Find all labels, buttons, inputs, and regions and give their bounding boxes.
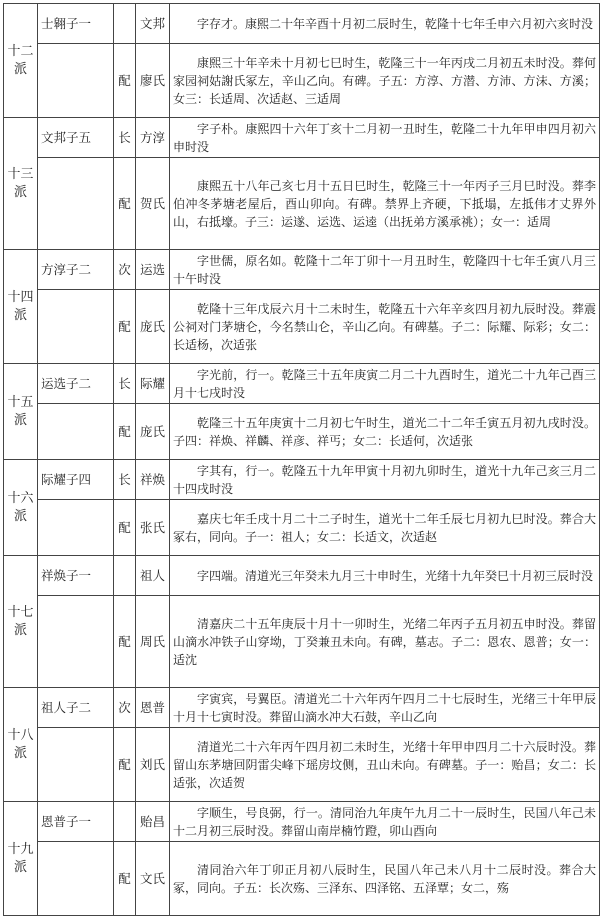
spouse-name: 庞氏 [136,290,170,364]
person-biography: 字子朴。康熙四十六年丁亥十二月初一丑时生，乾隆二十九年甲申四月初六申时没 [170,118,600,158]
spouse-row [4,500,600,556]
parent-relation: 方淳子二 [38,250,114,290]
person-row [4,802,600,842]
spouse-parent-cell [38,290,114,364]
spouse-biography: 清嘉庆二十五年庚辰十月十一卯时生，光绪二年丙子五月初五申时没。葬留山滴水冲铁子山穿坳，丁癸兼丑未向。有碑，墓志。子二：恩农、恩普；女一：适沈 [170,596,600,688]
birth-order: 长 [114,364,136,404]
spouse-row [4,158,600,250]
spouse-biography: 乾隆十三年戊辰六月十二未时生，乾隆五十六年辛亥四月初九辰时没。葬震公祠对门茅塘仑，今名禁山仑，辛山乙向。有碑墓。子二：际耀、际彩；女二：长适杨，次适张 [170,290,600,364]
spouse-name: 刘氏 [136,728,170,802]
generation-label: 十七派 [4,556,38,688]
birth-order: 长 [114,460,136,500]
spouse-marker: 配 [114,44,136,118]
person-name: 方淳 [136,118,170,158]
parent-relation: 祖人子二 [38,688,114,728]
genealogy-body [4,4,600,916]
spouse-marker: 配 [114,596,136,688]
spouse-name: 张氏 [136,500,170,556]
birth-order [114,802,136,842]
birth-order [114,4,136,44]
spouse-name: 庞氏 [136,404,170,460]
spouse-parent-cell [38,158,114,250]
spouse-row [4,842,600,916]
spouse-biography: 康熙五十八年己亥七月十五日巳时生，乾隆三十一年丙子三月巳时没。葬李伯冲冬茅塘老屋后，酉山卯向。有碑。禁界上齐硬，下抵塌，左抵伟才丈界外山，右抵壕。子三：运遂、运选、运逵（出抚弟方溪承祧）；女一：适周 [170,158,600,250]
spouse-parent-cell [38,596,114,688]
person-biography: 字光前，行一。乾隆三十五年庚寅二月二十九酉时生，道光二十九年己酉三月十七戌时没 [170,364,600,404]
person-name: 祥焕 [136,460,170,500]
generation-label: 十三派 [4,118,38,250]
spouse-name: 文氏 [136,842,170,916]
spouse-marker: 配 [114,404,136,460]
birth-order: 长 [114,118,136,158]
spouse-row [4,44,600,118]
spouse-marker: 配 [114,500,136,556]
generation-label: 十九派 [4,802,38,916]
parent-relation: 际耀子四 [38,460,114,500]
person-row [4,364,600,404]
spouse-parent-cell [38,500,114,556]
person-row [4,250,600,290]
spouse-parent-cell [38,44,114,118]
spouse-marker: 配 [114,728,136,802]
spouse-row [4,728,600,802]
person-row [4,556,600,596]
person-biography: 字存才。康熙二十年辛酉十月初二辰时生，乾隆十七年壬申六月初六亥时没 [170,4,600,44]
generation-label: 十八派 [4,688,38,802]
spouse-name: 贺氏 [136,158,170,250]
spouse-parent-cell [38,842,114,916]
generation-label: 十二派 [4,4,38,118]
spouse-biography: 康熙三十年辛未十月初七巳时生，乾隆三十一年丙戌二月初五未时没。葬何家园祠姑謝氏冢左，辛山乙向。有碑。子五：方淳、方潜、方沛、方沫、方溪；女三：长适周、次适赵、三适周 [170,44,600,118]
parent-relation: 士翱子一 [38,4,114,44]
spouse-marker: 配 [114,158,136,250]
parent-relation: 运选子二 [38,364,114,404]
person-name: 际耀 [136,364,170,404]
spouse-parent-cell [38,728,114,802]
spouse-biography: 清道光二十六年丙午四月初二未时生，光绪十年甲申四月二十六辰时没。葬留山东茅塘回阴雷尖峰下瑶房坟侧，丑山未向。有碑墓。子一：贻昌；女二：长适张，次适贺 [170,728,600,802]
person-row [4,4,600,44]
generation-label: 十四派 [4,250,38,364]
genealogy-table [3,3,600,916]
spouse-row [4,404,600,460]
parent-relation: 文邦子五 [38,118,114,158]
spouse-biography: 乾隆三十五年庚寅十二月初七午时生，道光二十二年壬寅五月初九戌时没。子四：祥焕、祥麟、祥彦、祥丐；女二：长适何，次适张 [170,404,600,460]
spouse-row [4,290,600,364]
person-name: 恩普 [136,688,170,728]
person-name: 祖人 [136,556,170,596]
spouse-biography: 嘉庆七年壬戌十月二十二子时生，道光十二年壬辰七月初九巳时没。葬合大冢右，同向。子一：祖人；女二：长适文，次适赵 [170,500,600,556]
spouse-marker: 配 [114,842,136,916]
birth-order: 次 [114,688,136,728]
spouse-parent-cell [38,404,114,460]
birth-order: 次 [114,250,136,290]
person-name: 文邦 [136,4,170,44]
parent-relation: 祥焕子一 [38,556,114,596]
person-row [4,118,600,158]
spouse-biography: 清同治六年丁卯正月初八辰时生，民国八年己未八月十二辰时没。葬合大冢，同向。子五：长次殇、三泽东、四泽铭、五泽覃；女二，殇 [170,842,600,916]
generation-label: 十六派 [4,460,38,556]
person-row [4,688,600,728]
spouse-marker: 配 [114,290,136,364]
person-name: 贻昌 [136,802,170,842]
person-row [4,460,600,500]
spouse-name: 廖氏 [136,44,170,118]
person-biography: 字寅宾，号翼臣。清道光二十六年丙午四月二十七辰时生，光绪三十年甲辰十月十七寅时没。葬留山滴水冲大石鼓，辛山乙向 [170,688,600,728]
person-biography: 字四端。清道光三年癸未九月三十申时生，光绪十九年癸巳十月初三辰时没 [170,556,600,596]
spouse-row [4,596,600,688]
birth-order [114,556,136,596]
person-name: 运选 [136,250,170,290]
person-biography: 字顺生，号良弼，行一。清同治九年庚午九月二十一辰时生，民国八年己未十二月初三辰时没。葬留山南岸楠竹蹬，卯山酉向 [170,802,600,842]
parent-relation: 恩普子一 [38,802,114,842]
person-biography: 字其有，行一。乾隆五十九年甲寅十月初九卯时生，道光十九年己亥三月二十四戌时没 [170,460,600,500]
person-biography: 字世儒，原名如。乾隆十二年丁卯十一月丑时生，乾隆四十七年壬寅八月三十午时没 [170,250,600,290]
generation-label: 十五派 [4,364,38,460]
spouse-name: 周氏 [136,596,170,688]
